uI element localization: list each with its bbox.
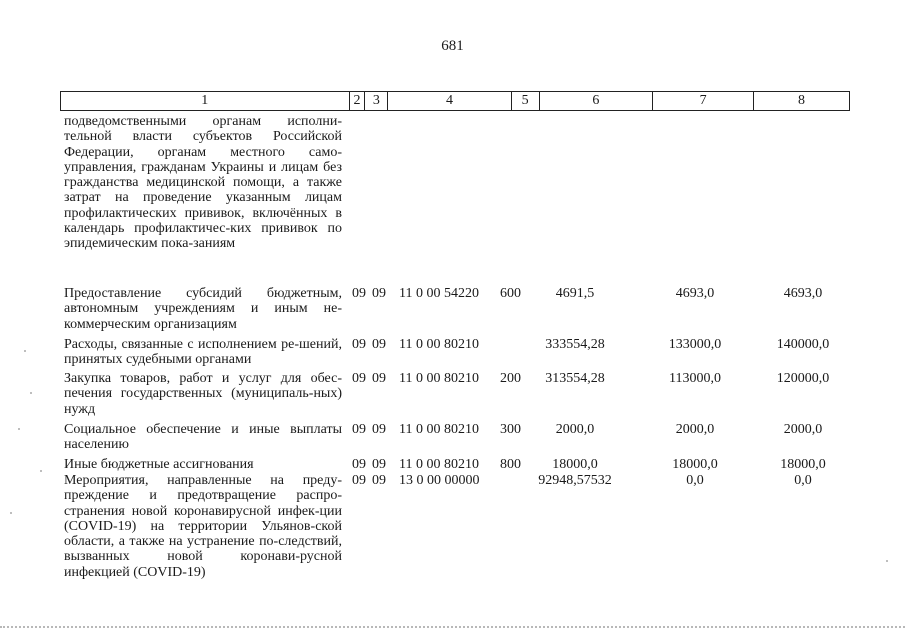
col-header-8: 8 <box>754 92 850 111</box>
cell-expense-type: 600 <box>500 286 521 301</box>
page-number: 681 <box>441 38 464 54</box>
cell-target-article: 13 0 00 00000 <box>399 473 480 488</box>
col-header-6: 6 <box>539 92 653 111</box>
scan-speck <box>18 428 20 430</box>
cell-amount-year1: 333554,28 <box>545 337 605 352</box>
cell-amount-year3: 2000,0 <box>783 422 823 437</box>
scan-speck <box>24 350 26 352</box>
cell-amount-year1: 4691,5 <box>555 286 595 301</box>
row-description: Предоставление субсидий бюджетным, автономным учреждениям и иным не-коммерческим организациям <box>64 286 342 332</box>
cell-expense-type: 300 <box>500 422 521 437</box>
cell-amount-year2: 4693,0 <box>675 286 715 301</box>
row-description: Иные бюджетные ассигнования <box>64 457 254 472</box>
col-header-1: 1 <box>61 92 350 111</box>
cell-amount-year3: 120000,0 <box>776 371 830 386</box>
col-header-5: 5 <box>511 92 539 111</box>
cell-expense-type: 200 <box>500 371 521 386</box>
cell-amount-year2: 133000,0 <box>668 337 722 352</box>
cell-amount-year2: 2000,0 <box>675 422 715 437</box>
cell-amount-year1: 92948,57532 <box>538 473 612 488</box>
cell-subsection: 09 <box>372 337 386 352</box>
scan-speck <box>30 392 32 394</box>
cell-amount-year2: 18000,0 <box>672 457 718 472</box>
col-header-4: 4 <box>388 92 512 111</box>
cell-amount-year1: 2000,0 <box>555 422 595 437</box>
column-header-row <box>60 91 850 111</box>
cell-section: 09 <box>352 422 366 437</box>
row-description: Социальное обеспечение и иные выплаты населению <box>64 422 342 453</box>
scan-edge-dots <box>0 626 905 634</box>
cell-section: 09 <box>352 473 366 488</box>
cell-amount-year3: 4693,0 <box>783 286 823 301</box>
cell-amount-year2: 0,0 <box>686 473 704 488</box>
scan-speck <box>40 470 42 472</box>
cell-amount-year1: 313554,28 <box>545 371 605 386</box>
row-description: подведомственными органам исполни-тельной власти субъектов Российской Федерации, органам местного само-управления, гражданам Украины и лицам без гражданства медицинской помощи, а также затрат на проведение указанным лицам профилактических прививок, включённых в календарь профилактичес-ких прививок по эпидемическим пока-заниям <box>64 114 342 252</box>
cell-subsection: 09 <box>372 422 386 437</box>
col-header-3: 3 <box>365 92 388 111</box>
row-description: Закупка товаров, работ и услуг для обес-печения государственных (муниципаль-ных) нужд <box>64 371 342 417</box>
cell-target-article: 11 0 00 80210 <box>399 337 479 352</box>
cell-subsection: 09 <box>372 286 386 301</box>
cell-section: 09 <box>352 337 366 352</box>
cell-target-article: 11 0 00 80210 <box>399 457 479 472</box>
cell-subsection: 09 <box>372 457 386 472</box>
cell-section: 09 <box>352 371 366 386</box>
cell-section: 09 <box>352 286 366 301</box>
cell-target-article: 11 0 00 80210 <box>399 371 479 386</box>
scan-speck <box>10 512 12 514</box>
cell-target-article: 11 0 00 80210 <box>399 422 479 437</box>
cell-amount-year2: 113000,0 <box>669 371 721 386</box>
col-header-7: 7 <box>653 92 754 111</box>
cell-amount-year3: 18000,0 <box>780 457 826 472</box>
cell-amount-year1: 18000,0 <box>552 457 598 472</box>
cell-section: 09 <box>352 457 366 472</box>
cell-subsection: 09 <box>372 473 386 488</box>
col-header-2: 2 <box>349 92 365 111</box>
cell-target-article: 11 0 00 54220 <box>399 286 479 301</box>
cell-amount-year3: 140000,0 <box>776 337 830 352</box>
row-description: Мероприятия, направленные на преду-преждение и предотвращение распро-странения новой коронавирусной инфек-ции (COVID-19) на территории Ульянов-ской области, а также на устранение по-следствий, вызванных новой коронави-русной инфекцией (COVID-19) <box>64 473 342 580</box>
cell-expense-type: 800 <box>500 457 521 472</box>
cell-subsection: 09 <box>372 371 386 386</box>
row-description: Расходы, связанные с исполнением ре-шений, принятых судебными органами <box>64 337 342 368</box>
scan-speck <box>886 560 888 562</box>
cell-amount-year3: 0,0 <box>794 473 812 488</box>
